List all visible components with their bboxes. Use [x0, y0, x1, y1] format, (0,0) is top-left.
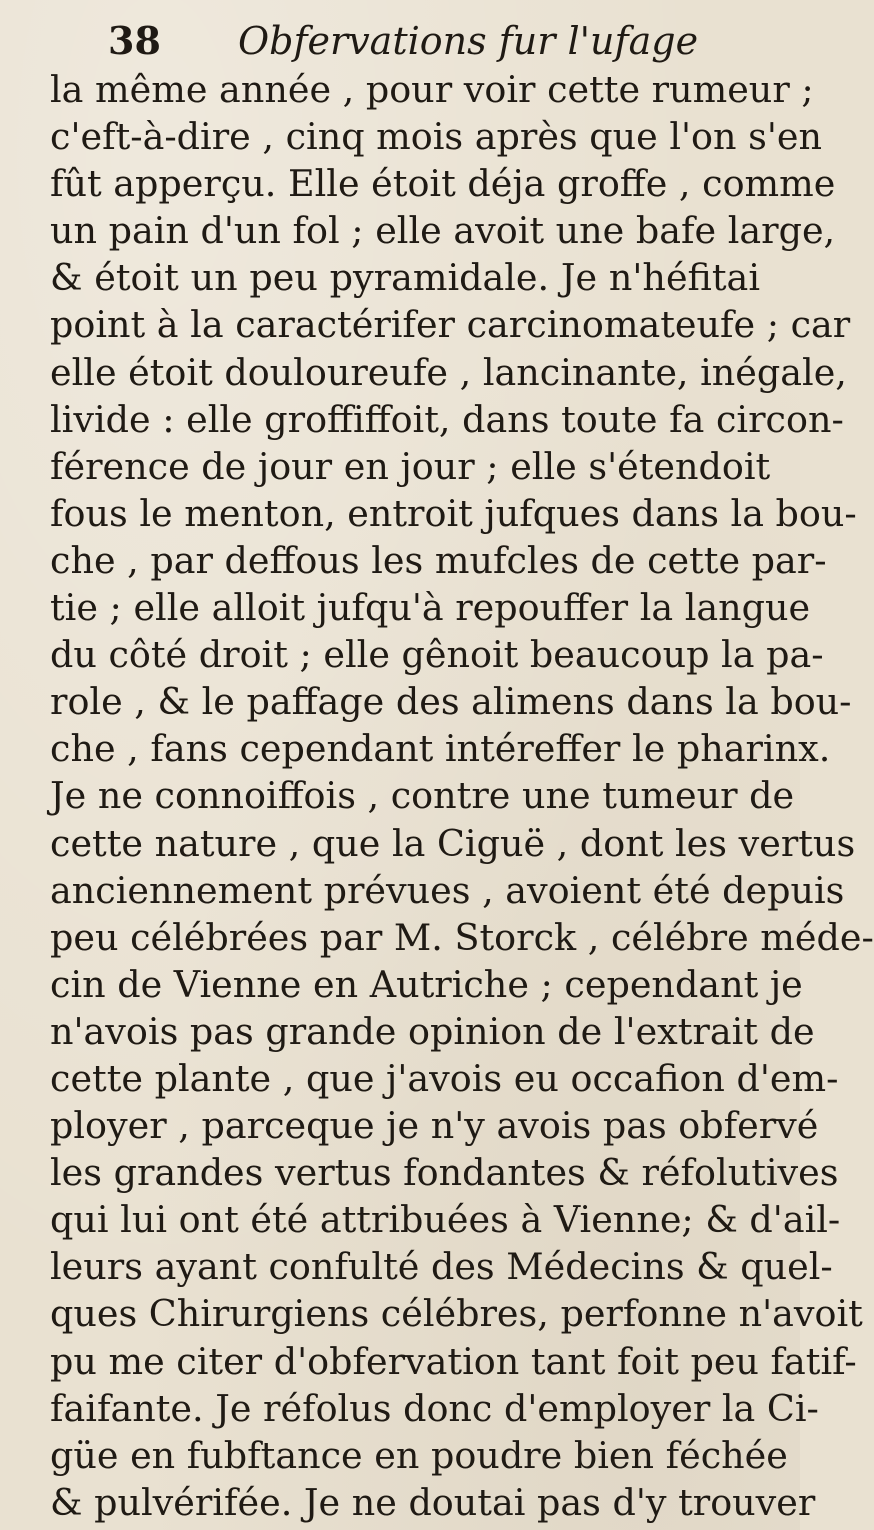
text-line: point à la caractérifer carcinomateufe ; car: [50, 303, 851, 347]
text-line: n'avois pas grande opinion de l'extrait de: [50, 1009, 815, 1053]
body-text: [50, 66, 874, 1526]
text-line: fous le menton, entroit jufques dans la bou-: [50, 491, 857, 535]
text-line: che , fans cependant intéreffer le pharinx.: [50, 727, 831, 771]
text-line: elle étoit douloureufe , lancinante, inégale,: [50, 350, 847, 394]
text-line: Je ne connoiffois , contre une tumeur de: [50, 774, 795, 818]
text-line: peu célébrées par M. Storck , célébre méde-: [50, 915, 874, 959]
text-line: & étoit un peu pyramidale. Je n'héfitai: [50, 256, 760, 300]
text-line: che , par deffous les mufcles de cette par-: [50, 538, 827, 582]
text-line: role , & le paffage des alimens dans la bou-: [50, 680, 852, 724]
text-line: pu me citer d'obfervation tant foit peu fatif-: [50, 1339, 857, 1383]
text-line: tie ; elle alloit jufqu'à repouffer la langue: [50, 586, 811, 630]
text-line: livide : elle groffiffoit, dans toute fa circon-: [50, 397, 844, 441]
page-header: [108, 16, 748, 66]
text-line: qui lui ont été attribuées à Vienne; & d'ail-: [50, 1198, 841, 1242]
text-line: ployer , parceque je n'y avois pas obfervé: [50, 1104, 819, 1148]
text-line: les grandes vertus fondantes & réfolutives: [50, 1151, 839, 1195]
text-line: c'eft-à-dire , cinq mois après que l'on s'en: [50, 115, 823, 159]
running-title: Obfervations fur l'ufage: [238, 19, 699, 63]
text-line: güe en fubftance en poudre bien féchée: [50, 1433, 788, 1477]
text-line: du côté droit ; elle gênoit beaucoup la pa-: [50, 633, 824, 677]
text-line: un pain d'un fol ; elle avoit une bafe large,: [50, 209, 836, 253]
text-line: cin de Vienne en Autriche ; cependant je: [50, 962, 803, 1006]
text-line: ques Chirurgiens célébres, perfonne n'avoit: [50, 1292, 863, 1336]
text-line: la même année , pour voir cette rumeur ;: [50, 68, 814, 111]
text-line: fût apperçu. Elle étoit déja groffe , comme: [50, 162, 836, 206]
text-line: cette nature , que la Ciguë , dont les vertus: [50, 821, 856, 865]
text-line: anciennement prévues , avoient été depuis: [50, 868, 845, 912]
text-line: & pulvérifée. Je ne doutai pas d'y trouver: [50, 1480, 816, 1524]
text-line: cette plante , que j'avois eu occafion d'em-: [50, 1056, 839, 1100]
page-number: 38: [108, 18, 161, 63]
text-line: faifante. Je réfolus donc d'employer la Ci-: [50, 1386, 819, 1430]
text-line: férence de jour en jour ; elle s'étendoit: [50, 444, 771, 488]
text-line: leurs ayant confulté des Médecins & quel-: [50, 1245, 833, 1289]
